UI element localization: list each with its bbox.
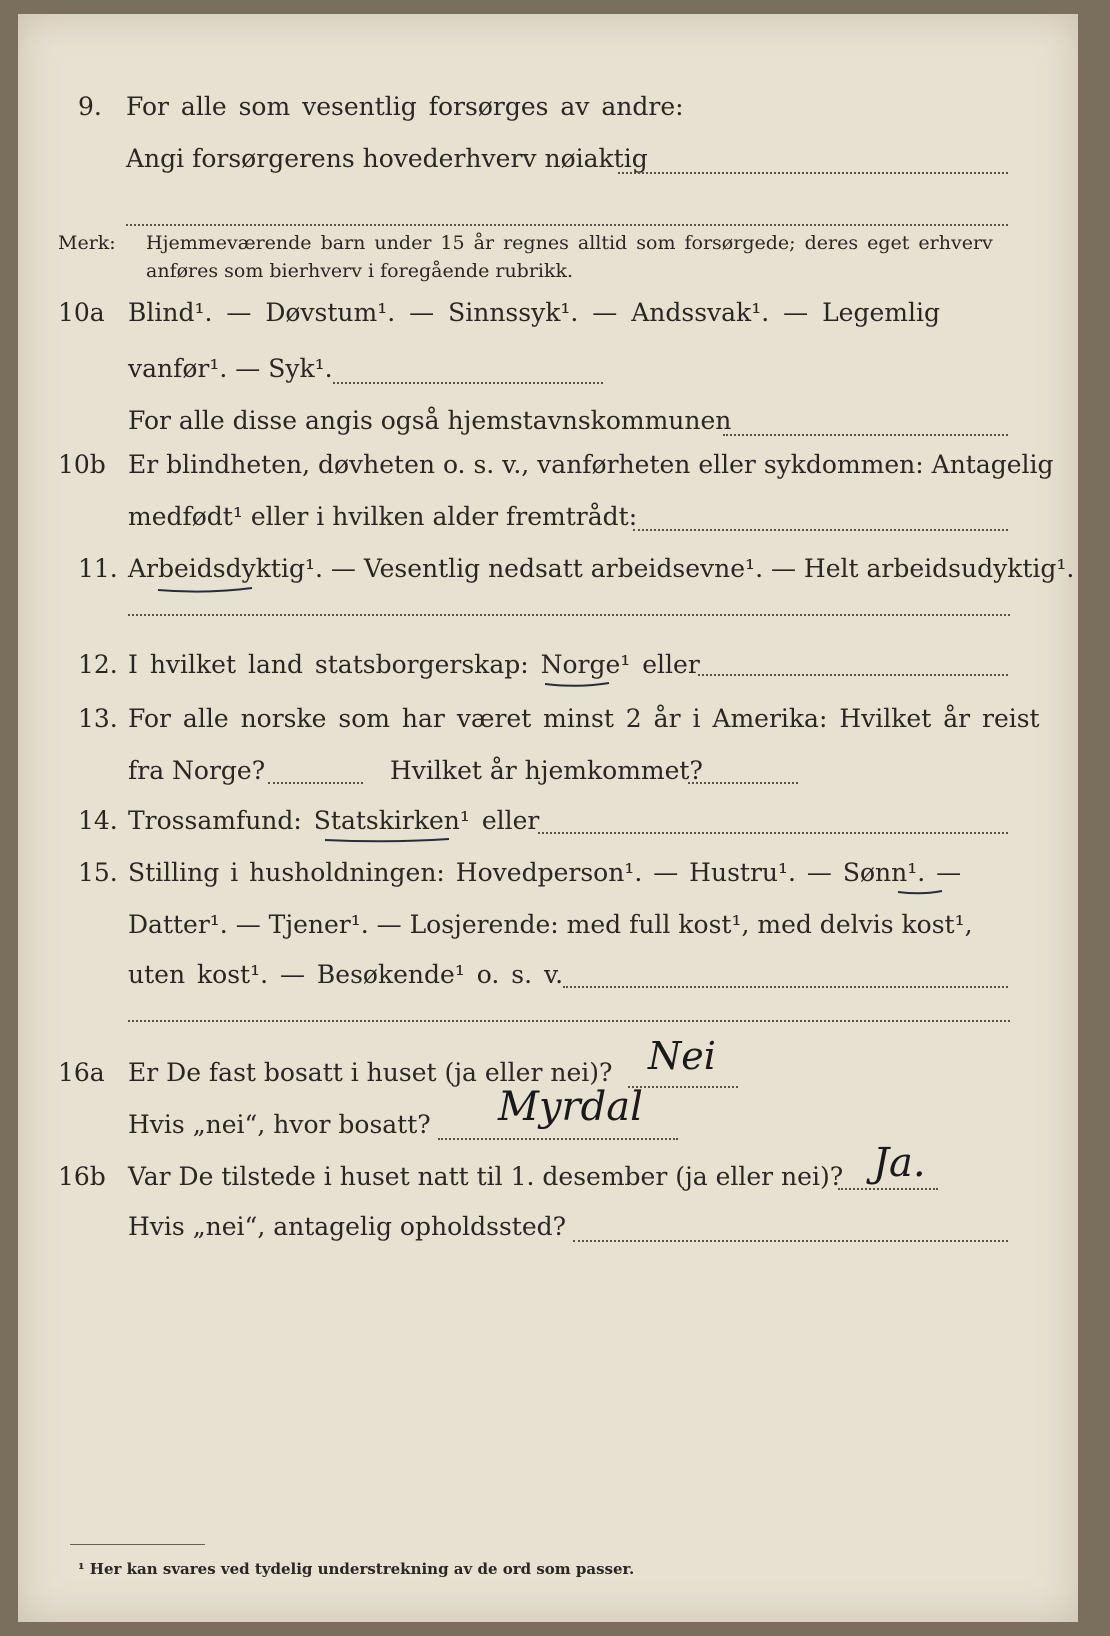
q10a-municipality-field[interactable]: [723, 434, 1008, 436]
q14-answer-field[interactable]: [538, 832, 1008, 834]
q12-answer-field[interactable]: [698, 674, 1008, 676]
q10b-line2: medfødt¹ eller i hvilken alder fremtrådt:: [128, 502, 638, 531]
q10b-line1: Er blindheten, døvheten o. s. v., vanførheten eller sykdommen: Antagelig: [128, 450, 1054, 479]
item-number-14: 14.: [78, 806, 118, 835]
item-number-10a: 10a: [58, 298, 105, 327]
q10a-sick-field[interactable]: [333, 382, 603, 384]
q16a-place-field[interactable]: [438, 1138, 678, 1140]
q16b-answer-field[interactable]: [838, 1188, 938, 1190]
q13-line2b: Hvilket år hjemkommet?: [390, 756, 703, 785]
q11-line1: Arbeidsdyktig¹. — Vesentlig nedsatt arbeidsevne¹. — Helt arbeidsudyktig¹.: [128, 554, 1075, 583]
q15-line3: uten kost¹. — Besøkende¹ o. s. v.: [128, 960, 564, 989]
q10a-line3: For alle disse angis også hjemstavnskommunen: [128, 406, 732, 435]
merk-line1: Hjemmeværende barn under 15 år regnes alltid som forsørgede; deres eget erhverv: [146, 232, 993, 254]
census-form-page: [18, 14, 1078, 1622]
q16b-line1: Var De tilstede i huset natt til 1. desember (ja eller nei)?: [128, 1162, 844, 1191]
q15-line1: Stilling i husholdningen: Hovedperson¹. — Hustru¹. — Sønn¹. —: [128, 858, 962, 887]
underline-mark-norge: [543, 678, 613, 690]
q11-answer-field[interactable]: [128, 614, 1010, 616]
merk-line2: anføres som bierhverv i foregående rubrikk.: [146, 260, 574, 282]
handwritten-place-16a: Myrdal: [498, 1084, 643, 1130]
item-number-16b: 16b: [58, 1162, 106, 1191]
item-number-16a: 16a: [58, 1058, 105, 1087]
underline-mark-statskirken: [323, 834, 453, 846]
q13-year-returned-field[interactable]: [688, 782, 798, 784]
q9-answer-field[interactable]: [618, 172, 1008, 174]
underline-mark-sonn: [896, 886, 946, 898]
handwritten-answer-16a: Nei: [648, 1034, 716, 1078]
handwritten-answer-16b: Ja.: [873, 1140, 926, 1186]
q10a-line2: vanfør¹. — Syk¹.: [128, 354, 333, 383]
q9-answer-field-2[interactable]: [126, 224, 1008, 226]
q15-line2: Datter¹. — Tjener¹. — Losjerende: med full kost¹, med delvis kost¹,: [128, 910, 973, 939]
q9-line2: Angi forsørgerens hovederhverv nøiaktig: [126, 144, 648, 173]
q13-year-left-field[interactable]: [268, 782, 363, 784]
item-number-9: 9.: [78, 92, 102, 121]
q15-answer-field[interactable]: [563, 986, 1008, 988]
q16b-place-field[interactable]: [573, 1240, 1008, 1242]
item-number-10b: 10b: [58, 450, 106, 479]
q16a-answer-field[interactable]: [628, 1086, 738, 1088]
item-number-13: 13.: [78, 704, 118, 733]
q13-line1: For alle norske som har været minst 2 år i Amerika: Hvilket år reist: [128, 704, 1040, 733]
item-number-11: 11.: [78, 554, 118, 583]
merk-label: Merk:: [58, 232, 116, 254]
q16b-line2: Hvis „nei“, antagelig opholdssted?: [128, 1212, 567, 1241]
footnote-rule: [70, 1544, 205, 1545]
q10a-line1: Blind¹. — Døvstum¹. — Sinnssyk¹. — Andssvak¹. — Legemlig: [128, 298, 940, 327]
q15-answer-field-2[interactable]: [128, 1020, 1010, 1022]
q16a-line1: Er De fast bosatt i huset (ja eller nei)?: [128, 1058, 613, 1087]
q10b-answer-field[interactable]: [633, 529, 1008, 531]
q9-line1: For alle som vesentlig forsørges av andre:: [126, 92, 684, 121]
q14-line1: Trossamfund: Statskirken¹ eller: [128, 806, 540, 835]
footnote: ¹ Her kan svares ved tydelig understrekning av de ord som passer.: [78, 1560, 635, 1578]
item-number-15: 15.: [78, 858, 118, 887]
underline-mark-arbeidsdyktig: [156, 582, 256, 596]
q13-line2a: fra Norge?: [128, 756, 266, 785]
q12-line1: I hvilket land statsborgerskap: Norge¹ eller: [128, 650, 700, 679]
q16a-line2: Hvis „nei“, hvor bosatt?: [128, 1110, 431, 1139]
item-number-12: 12.: [78, 650, 118, 679]
